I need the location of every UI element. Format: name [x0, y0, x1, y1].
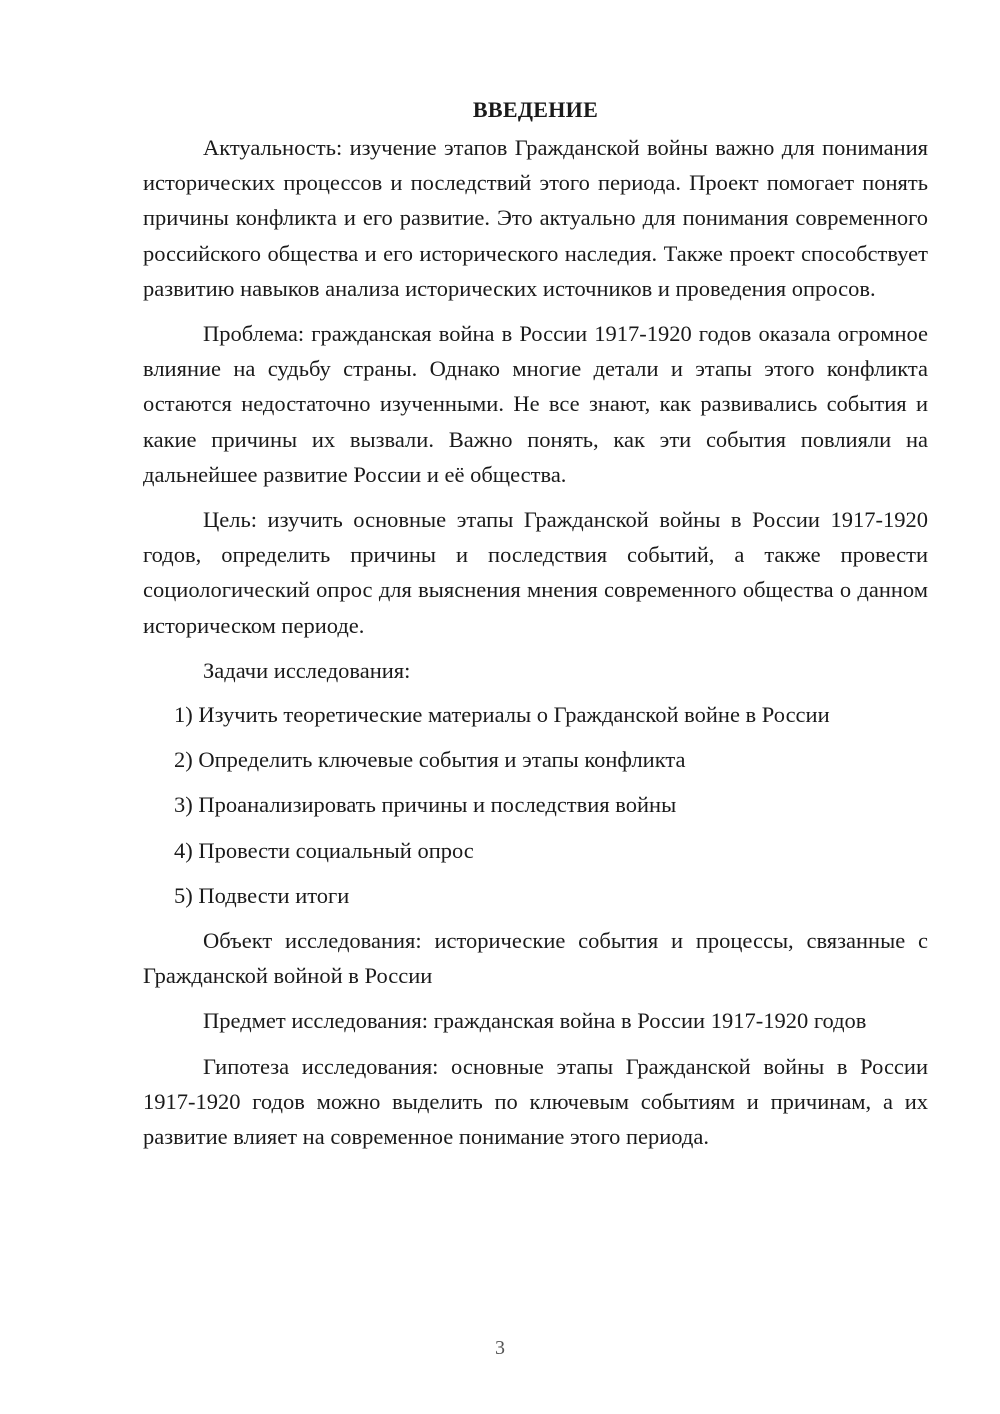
paragraph-object: Объект исследования: исторические события и процессы, связанные с Гражданской войной в России	[143, 928, 928, 989]
page-title: ВВЕДЕНИЕ	[472, 97, 599, 122]
paragraph-relevance: Актуальность: изучение этапов Гражданской войны важно для понимания исторических процессов и последствий этого периода. Проект помогает понять причины конфликта и его развитие. Это актуально для понимания современного российского общества и его исторического наследия. Также проект способствует развитию навыков анализа исторических источников и проведения опросов.	[143, 135, 928, 301]
list-item: 2) Определить ключевые события и этапы конфликта	[174, 747, 686, 773]
list-item: 1) Изучить теоретические материалы о Гражданской войне в России	[174, 702, 830, 728]
list-item: 5) Подвести итоги	[174, 882, 350, 908]
paragraph-problem: Проблема: гражданская война в России 1917-1920 годов оказала огромное влияние на судьбу страны. Однако многие детали и этапы этого конфликта остаются недостаточно изученными. Не все знают, как развивались события и какие причины их вызвали. Важно понять, как эти события повлияли на дальнейшее развитие России и её общества.	[143, 321, 928, 487]
list-item: 4) Провести социальный опрос	[174, 837, 474, 863]
paragraph-goal: Цель: изучить основные этапы Гражданской войны в России 1917-1920 годов, определить причины и последствия событий, а также провести социологический опрос для выяснения мнения современного общества о данном историческом периоде.	[143, 507, 928, 638]
paragraph-tasks-intro: Задачи исследования:	[203, 657, 411, 683]
page-number: 3	[495, 1337, 505, 1359]
tasks-list	[143, 697, 928, 913]
list-item: 3) Проанализировать причины и последствия войны	[174, 792, 677, 818]
paragraph-subject: Предмет исследования: гражданская война в России 1917-1920 годов	[203, 1008, 867, 1034]
paragraph-hypothesis: Гипотеза исследования: основные этапы Гражданской войны в России 1917-1920 годов можно выделить по ключевым событиям и причинам, а их развитие влияет на современное понимание этого периода.	[143, 1053, 928, 1150]
